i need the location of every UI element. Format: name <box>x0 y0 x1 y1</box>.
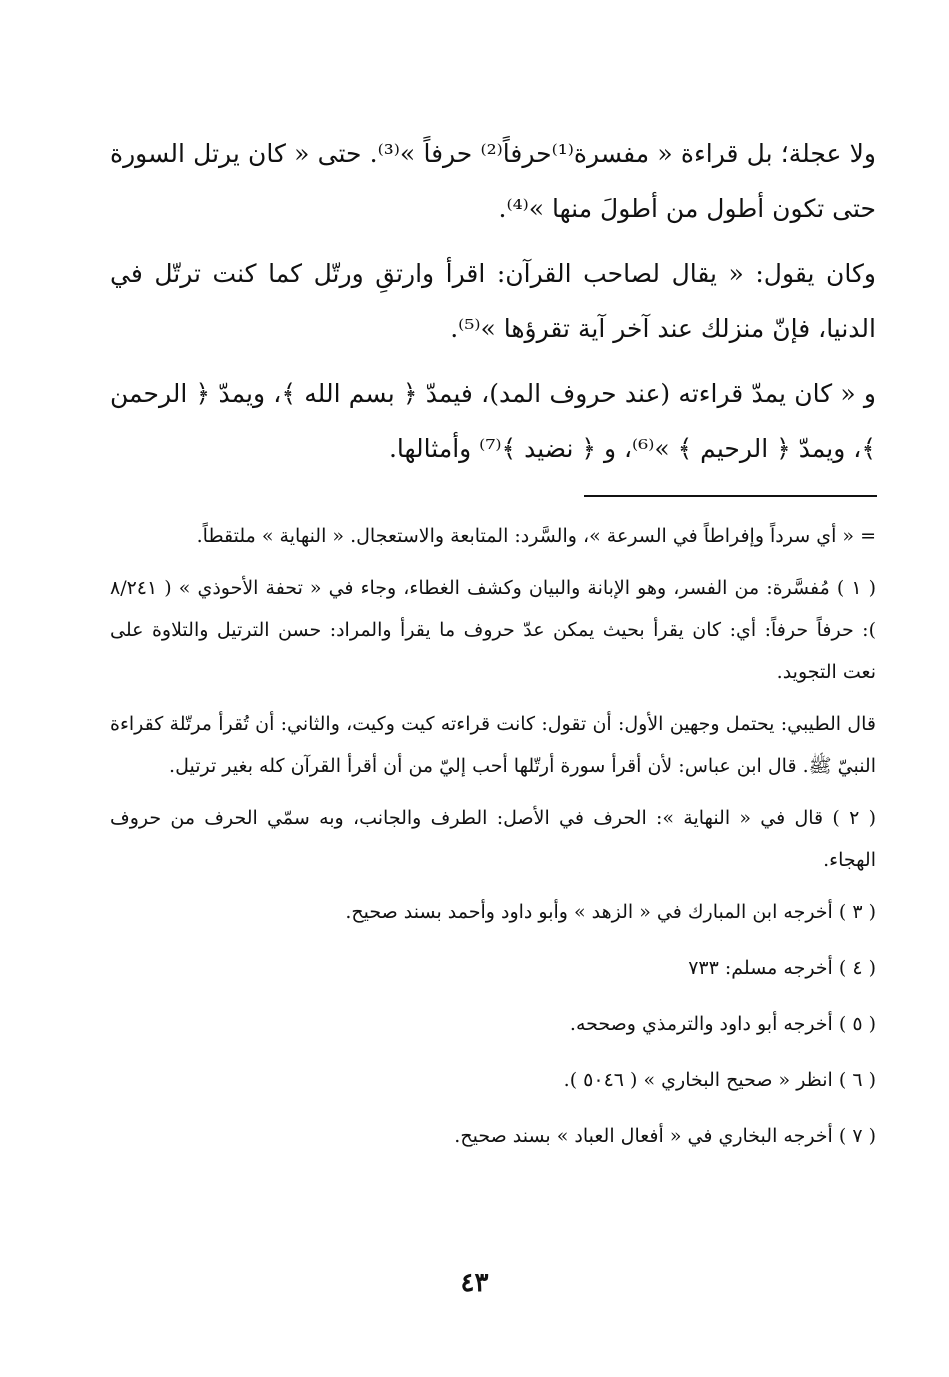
footnote-3: ( ٣ ) أخرجه ابن المبارك في « الزهد » وأبو داود وأحمد بسند صحيح. <box>345 901 876 923</box>
footnote-1-tibi: قال الطيبي: يحتمل وجهين الأول: أن تقول: كانت قراءته كيت وكيت، والثاني: أن تُقرأ مرتّلة كقراءة النبيّ ﷺ. قال ابن عباس: لأن أقرأ سورة أرتّلها أحب إليّ من أن أقرأ القرآن كله بغير ترتيل. <box>110 713 876 777</box>
paragraph-qari-hadith: وكان يقول: « يقال لصاحب القرآن: اقرأ وارتقِ ورتّل كما كنت ترتّل في الدنيا، فإنّ منزلك عند آخر آية تقرؤها »⁽⁵⁾. <box>110 259 876 343</box>
footnote-7: ( ٧ ) أخرجه البخاري في « أفعال العباد » بسند صحيح. <box>454 1125 876 1147</box>
paragraph-madd: و « كان يمدّ قراءته (عند حروف المد)، فيمدّ ﴿ بسم الله ﴾، ويمدّ ﴿ الرحمن ﴾، ويمدّ ﴿ الرحيم ﴾ »⁽⁶⁾، و ﴿ نضيد ﴾⁽⁷⁾ وأمثالها. <box>110 379 876 463</box>
footnote-2: ( ٢ ) قال في « النهاية »: الحرف في الأصل: الطرف والجانب، وبه سمّي الحرف من حروف الهجاء. <box>110 807 877 871</box>
footnote-1: ( ١ ) مُفسَّرة: من الفسر، وهو الإبانة والبيان وكشف الغطاء، وجاء في « تحفة الأحوذي » ( ٨/٢٤١ ): حرفاً حرفاً: أي: كان يقرأ بحيث يمكن عدّ حروف ما يقرأ والمراد: حسن الترتيل والتلاوة على نعت التجويد. <box>110 577 877 683</box>
footnotes <box>110 515 876 1157</box>
footnote-6: ( ٦ ) انظر « صحيح البخاري » ( ٥٠٤٦ ). <box>563 1069 876 1091</box>
page-number: ٤٣ <box>460 1268 489 1298</box>
paragraph-tartil: ولا عجلة؛ بل قراءة « مفسرة⁽¹⁾حرفاً⁽²⁾ حرفاً »⁽³⁾. حتى « كان يرتل السورة حتى تكون أطول من أطولَ منها »⁽⁴⁾. <box>110 139 876 223</box>
footnote-separator <box>584 495 877 497</box>
main-text <box>110 126 876 486</box>
footnote-4: ( ٤ ) أخرجه مسلم: ٧٣٣ <box>688 957 876 979</box>
footnote-5: ( ٥ ) أخرجه أبو داود والترمذي وصححه. <box>569 1013 876 1035</box>
footnote-continuation: = « أي سرداً وإفراطاً في السرعة »، والسَّرد: المتابعة والاستعجال. « النهاية » ملتقطاً. <box>196 525 876 547</box>
